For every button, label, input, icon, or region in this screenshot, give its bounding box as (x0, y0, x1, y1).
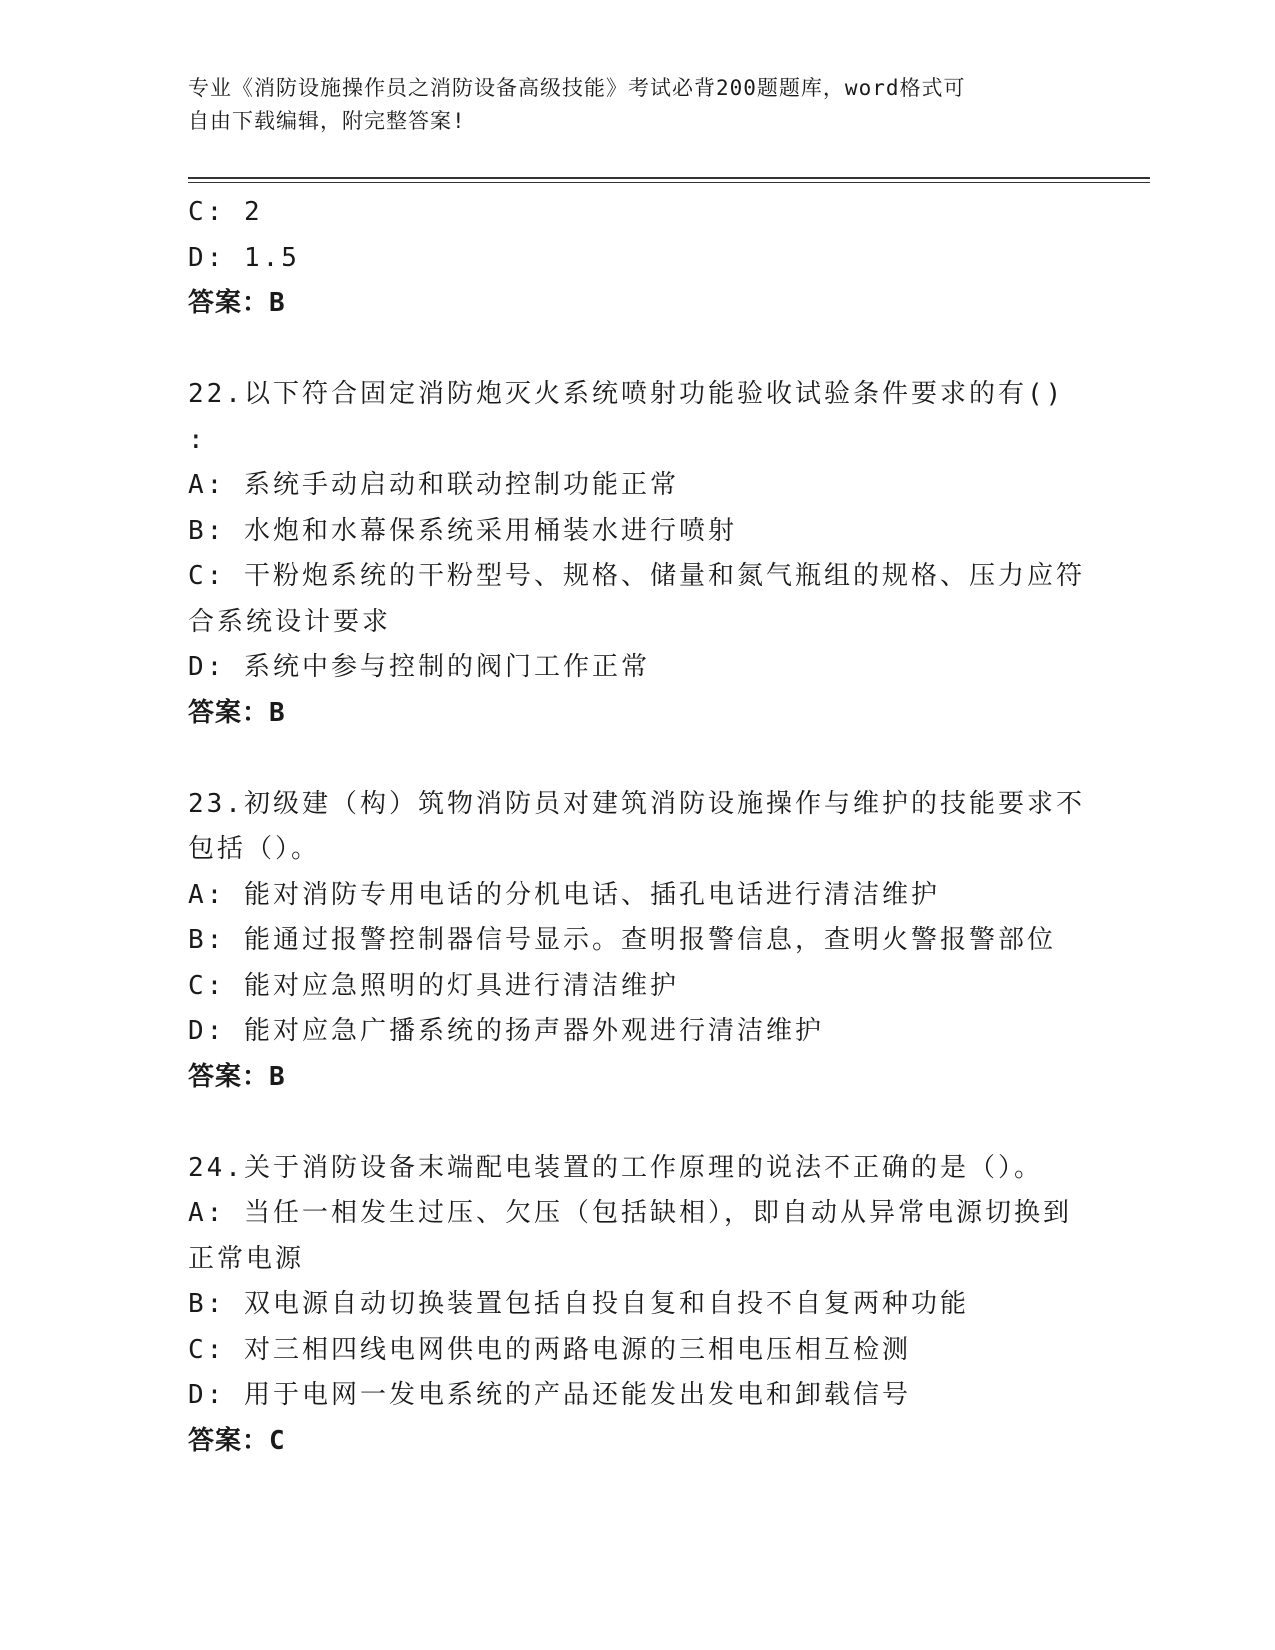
document-header (188, 72, 1068, 138)
option-d: D: 用于电网一发电系统的产品还能发出发电和卸载信号 (188, 1380, 911, 1410)
option-c: C: 能对应急照明的灯具进行清洁维护 (188, 970, 679, 1001)
question-stem-cont: : (188, 424, 207, 455)
option-d: D: 系统中参与控制的阀门工作正常 (188, 652, 650, 682)
option-d: D: 1.5 (188, 242, 300, 273)
question-24 (188, 1146, 1088, 1465)
question-stem: 22.以下符合固定消防炮灭火系统喷射功能验收试验条件要求的有() (188, 379, 1065, 409)
header-line-2: 自由下载编辑，附完整答案! (188, 109, 466, 133)
question-stem-cont: 包括（）。 (188, 834, 321, 864)
question-22 (188, 372, 1088, 736)
question-stem: 24.关于消防设备末端配电装置的工作原理的说法不正确的是（）。 (188, 1152, 1043, 1183)
document-body (188, 190, 1088, 1464)
answer: 答案：B (188, 697, 286, 728)
header-rule-thick (188, 177, 1150, 179)
answer: 答案：B (188, 288, 286, 318)
option-b: B: 水炮和水幕保系统采用桶装水进行喷射 (188, 515, 737, 546)
option-a: A: 能对消防专用电话的分机电话、插孔电话进行清洁维护 (188, 879, 940, 910)
option-a: A: 系统手动启动和联动控制功能正常 (188, 470, 679, 500)
question-stem: 23.初级建（构）筑物消防员对建筑消防设施操作与维护的技能要求不 (188, 788, 1085, 819)
option-c: C: 干粉炮系统的干粉型号、规格、储量和氮气瓶组的规格、压力应符 (188, 561, 1085, 591)
answer: 答案：B (188, 1061, 286, 1092)
option-c-cont: 合系统设计要求 (188, 606, 392, 637)
option-b: B: 能通过报警控制器信号显示。查明报警信息，查明火警报警部位 (188, 925, 1056, 955)
option-c: C: 2 (188, 197, 263, 227)
question-23 (188, 782, 1088, 1101)
option-a: A: 当任一相发生过压、欠压（包括缺相），即自动从异常电源切换到 (188, 1198, 1072, 1228)
spacer (188, 1100, 1088, 1146)
header-line-1: 专业《消防设施操作员之消防设备高级技能》考试必背200题题库，word格式可 (188, 76, 966, 100)
spacer (188, 736, 1088, 782)
option-c: C: 对三相四线电网供电的两路电源的三相电压相互检测 (188, 1334, 911, 1365)
option-b: B: 双电源自动切换装置包括自投自复和自投不自复两种功能 (188, 1289, 969, 1319)
option-d: D: 能对应急广播系统的扬声器外观进行清洁维护 (188, 1016, 824, 1046)
header-rule-thin (188, 182, 1150, 183)
spacer (188, 327, 1088, 373)
option-a-cont: 正常电源 (188, 1243, 305, 1274)
prev-question (188, 190, 1088, 327)
answer: 答案：C (188, 1425, 286, 1456)
